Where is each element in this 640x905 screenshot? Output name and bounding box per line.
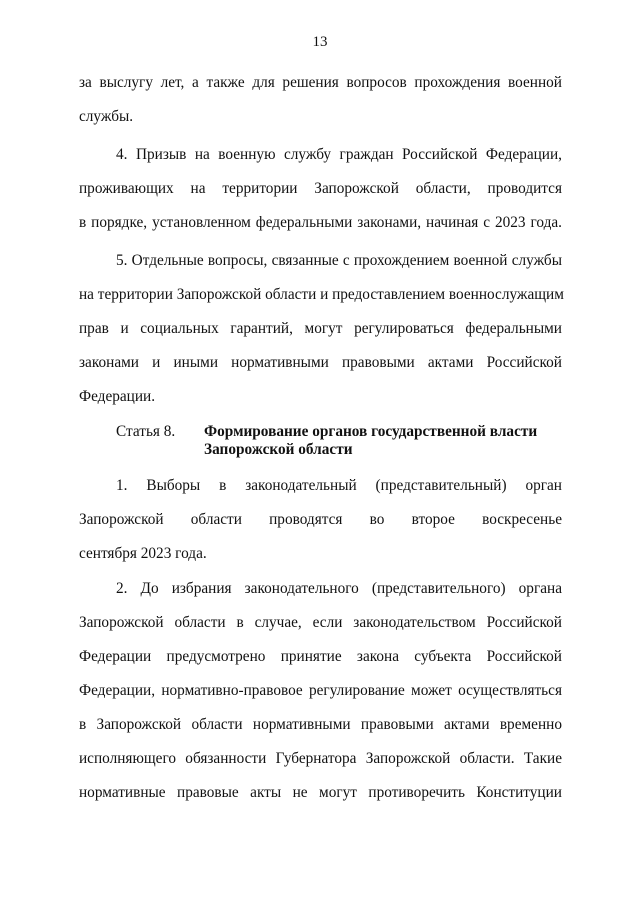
paragraph-5-line: 5. Отдельные вопросы, связанные с прохождением военной службы bbox=[116, 252, 562, 269]
text-line: сентября 2023 года. bbox=[79, 545, 207, 562]
text-line: Запорожской области в случае, если законодательством Российской bbox=[79, 614, 562, 631]
text-line: Запорожской области проводятся во второе воскресенье bbox=[79, 511, 562, 528]
text-line: исполняющего обязанности Губернатора Запорожской области. Такие bbox=[79, 750, 562, 767]
paragraph-4-line: 4. Призыв на военную службу граждан Российской Федерации, bbox=[116, 146, 562, 163]
text-line: законами и иными нормативными правовыми актами Российской bbox=[79, 354, 562, 371]
text-line: Федерации. bbox=[79, 388, 156, 405]
text-line: Федерации предусмотрено принятие закона субъекта Российской bbox=[79, 648, 562, 665]
text-line: проживающих на территории Запорожской области, проводится bbox=[79, 180, 562, 197]
article-label: Статья 8. bbox=[116, 423, 176, 440]
article-title-line-2: Запорожской области bbox=[204, 441, 353, 458]
page-number: 13 bbox=[312, 34, 328, 50]
text-line: службы. bbox=[79, 108, 134, 125]
paragraph-2-line: 2. До избрания законодательного (представительного) органа bbox=[116, 580, 562, 597]
article-title-line-1: Формирование органов государственной власти bbox=[204, 423, 538, 440]
text-line: нормативные правовые акты не могут противоречить Конституции bbox=[79, 784, 562, 801]
paragraph-1-line: 1. Выборы в законодательный (представительный) орган bbox=[116, 477, 562, 494]
text-line: Федерации, нормативно-правовое регулирование может осуществляться bbox=[79, 682, 562, 699]
text-line: в порядке, установленном федеральными законами, начиная с 2023 года. bbox=[79, 214, 562, 231]
text-line: за выслугу лет, а также для решения вопросов прохождения военной bbox=[79, 74, 562, 91]
text-line: в Запорожской области нормативными правовыми актами временно bbox=[79, 716, 562, 733]
text-line: на территории Запорожской области и предоставлением военнослужащим bbox=[79, 286, 564, 303]
text-line: прав и социальных гарантий, могут регулироваться федеральными bbox=[79, 320, 562, 337]
